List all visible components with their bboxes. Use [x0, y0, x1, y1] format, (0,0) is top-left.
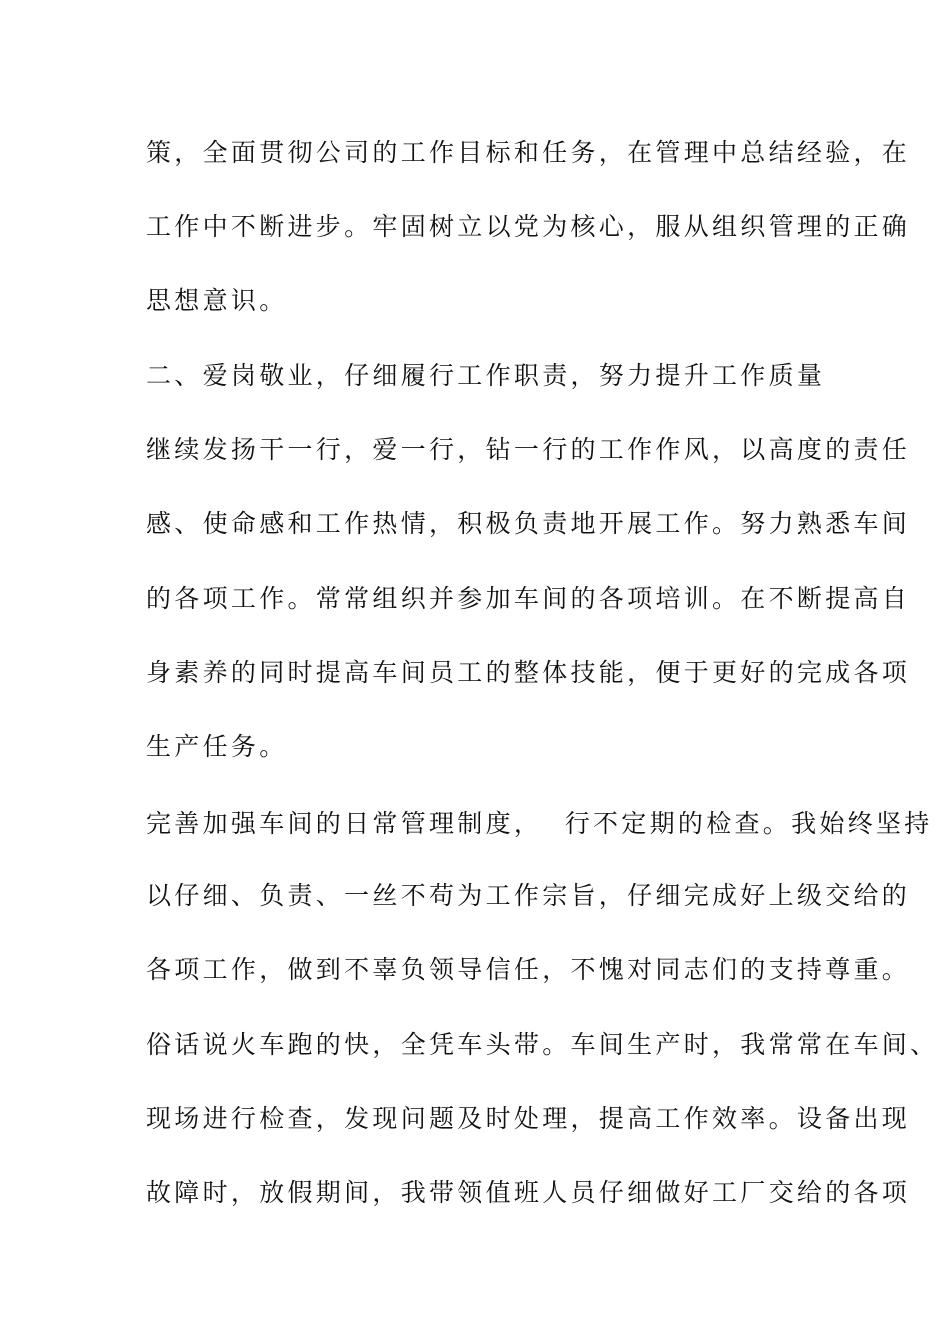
text-line: 各项工作，做到不辜负领导信任，不愧对同志们的支持尊重。	[146, 955, 911, 984]
text-line: 俗话说火车跑的快，全凭车头带。车间生产时，我常常在车间、	[146, 1030, 939, 1059]
text-line: 的各项工作。常常组织并参加车间的各项培训。在不断提高自	[146, 584, 911, 613]
text-line: 现场进行检查，发现问题及时处理，提高工作效率。设备出现	[146, 1104, 911, 1133]
text-line: 生产任务。	[146, 732, 288, 761]
text-line: 身素养的同时提高车间员工的整体技能，便于更好的完成各项	[146, 658, 911, 687]
text-line: 感、使命感和工作热情，积极负责地开展工作。努力熟悉车间	[146, 509, 911, 538]
text-line: 思想意识。	[146, 286, 288, 315]
text-line: 完善加强车间的日常管理制度， 行不定期的检查。我始终坚持	[146, 809, 933, 838]
section-heading: 二、爱岗敬业，仔细履行工作职责，努力提升工作质量	[146, 361, 826, 390]
text-line: 故障时，放假期间，我带领值班人员仔细做好工厂交给的各项	[146, 1178, 911, 1207]
text-line: 工作中不断进步。牢固树立以党为核心，服从组织管理的正确	[146, 212, 911, 241]
text-line: 策，全面贯彻公司的工作目标和任务，在管理中总结经验，在	[146, 138, 911, 167]
text-line: 以仔细、负责、一丝不苟为工作宗旨，仔细完成好上级交给的	[146, 881, 911, 910]
text-line: 继续发扬干一行，爱一行，钻一行的工作作风，以高度的责任	[146, 435, 911, 464]
